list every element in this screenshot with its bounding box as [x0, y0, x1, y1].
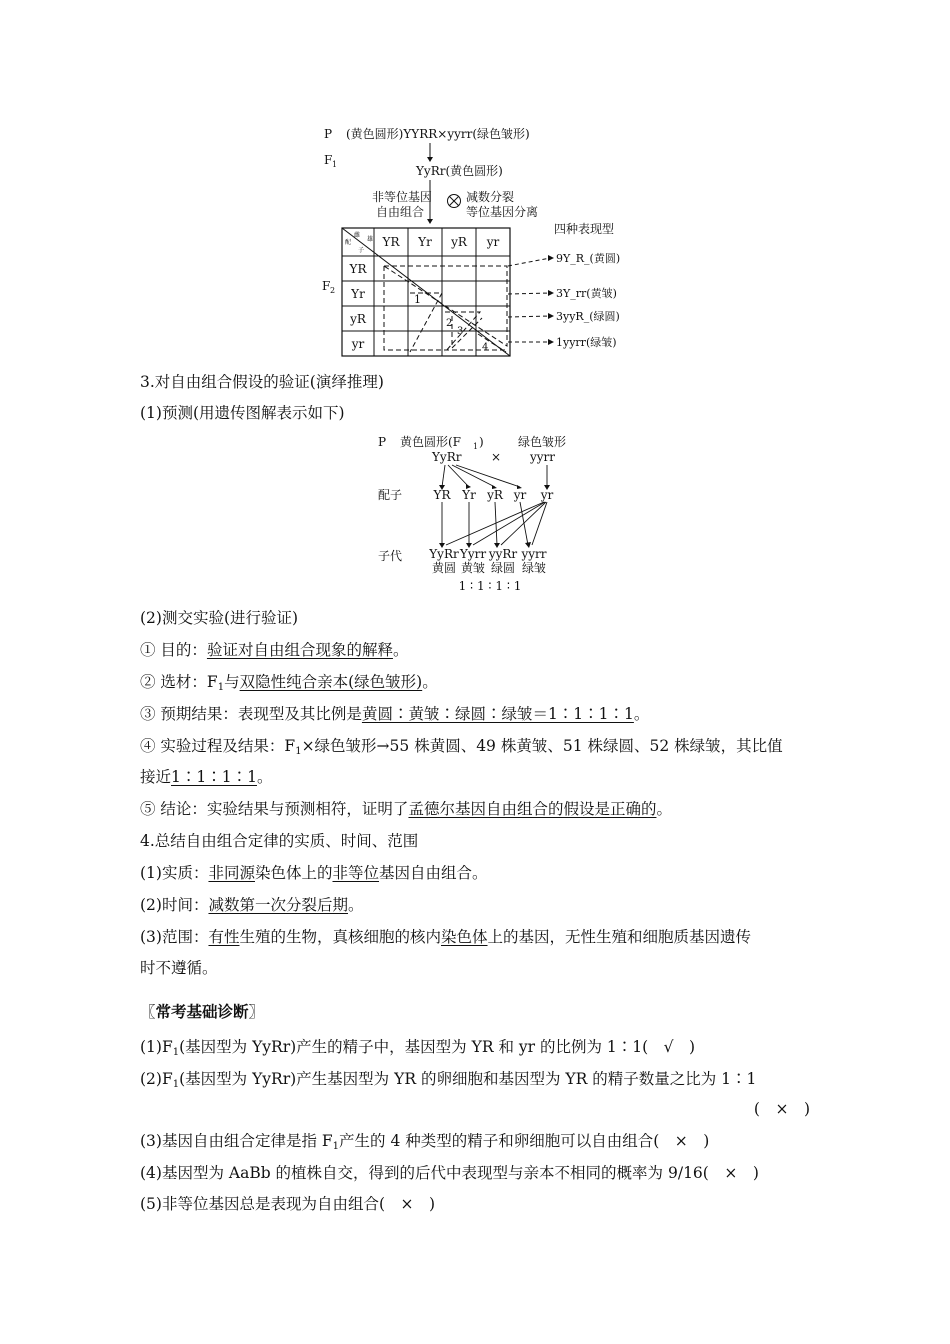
- offspring-genotype: yyrr: [521, 547, 547, 561]
- fig1-f1-label: F: [324, 153, 333, 167]
- fig2-right-parent: 绿色皱形: [518, 435, 567, 449]
- fig1-f2-sub: 2: [330, 286, 336, 295]
- gamete: Yr: [462, 488, 476, 502]
- result-label: 3yyR_(绿圆): [556, 310, 620, 323]
- corner-label-top: 雌: [354, 232, 361, 239]
- fig1-left-note-1: 非等位基因: [372, 190, 433, 204]
- offspring-phenotype: 黄皱: [460, 561, 486, 575]
- corner-label-bottom: 子: [358, 247, 365, 254]
- col-header: yr: [486, 235, 500, 249]
- fig2-p-label: P: [378, 435, 387, 449]
- region-number: 4: [482, 342, 489, 353]
- fig2-left-parent-sub: 1: [473, 442, 479, 451]
- item-5-underlined: 孟德尔基因自由组合的假设是正确的: [408, 800, 657, 818]
- result-label: 9Y_R_(黄圆): [556, 252, 621, 265]
- fig1-right-note-1: 减数分裂: [466, 190, 515, 204]
- item-3-underlined: 黄圆∶黄皱∶绿圆∶绿皱＝1∶1∶1∶1: [361, 705, 634, 723]
- fig1-f1-geno: YyRr(黄色圆形): [416, 164, 503, 178]
- offspring-ratio: 1 ∶ 1 ∶ 1 ∶ 1: [458, 579, 522, 593]
- punnett-square: [342, 228, 510, 356]
- result-label: 3Y_rr(黄皱): [556, 287, 617, 300]
- fig1-f1-sub: 1: [332, 160, 338, 169]
- item-2-underlined: 双隐性纯合亲本(绿色皱形): [239, 673, 423, 691]
- fig1-left-note-2: 自由组合: [376, 205, 425, 219]
- section-3-title: 3.对自由组合假设的验证(演绎推理): [140, 373, 384, 391]
- gamete: yr: [513, 488, 527, 502]
- col-header: Yr: [418, 235, 432, 249]
- question-4: (4)基因型为 AaBb 的植株自交，得到的后代中表现型与亲本不相同的概率为 9/16( × ): [140, 1164, 759, 1182]
- corner-label-right: 雄: [367, 236, 374, 243]
- row-header: yr: [351, 337, 365, 351]
- item-1: ① 目的：验证对自由组合现象的解释。: [140, 641, 409, 659]
- region-number: 1: [414, 293, 421, 306]
- item-5: ⑤ 结论：实验结果与预测相符，证明了孟德尔基因自由组合的假设是正确的。: [140, 800, 672, 818]
- offspring-phenotype: 绿皱: [521, 561, 547, 575]
- gamete-label: 配子: [378, 488, 403, 502]
- row-header: yR: [350, 312, 366, 326]
- section-3-1: (1)预测(用遗传图解表示如下): [140, 404, 345, 422]
- item-1-underlined: 验证对自由组合现象的解释: [206, 641, 393, 659]
- fig1-f2-label: F: [322, 279, 331, 293]
- fig2-cross: ×: [491, 450, 502, 464]
- fig1-p-cross: (黄色圆形)YYRR×yyrr(绿色皱形): [346, 127, 530, 141]
- section-4-3-line-2: 时不遵循。: [140, 959, 218, 977]
- region-number: 2: [446, 318, 453, 329]
- fig2-left-parent-end: ): [479, 435, 484, 449]
- fig1-right-note-2: 等位基因分离: [466, 205, 539, 219]
- test-cross-figure: [370, 432, 590, 597]
- section-3-2: (2)测交实验(进行验证): [140, 609, 299, 627]
- item-4-underlined: 1∶1∶1∶1: [171, 768, 257, 786]
- offspring-genotype: YyRr: [429, 547, 459, 561]
- gamete: YR: [433, 488, 451, 502]
- diagnosis-heading: 〖常考基础诊断〗: [140, 1003, 265, 1021]
- section-4-3: (3)范围：有性生殖的生物，真核细胞的核内染色体上的基因，无性生殖和细胞质基因遗传: [140, 928, 752, 946]
- question-2: $(2)F_1$(基因型为 YyRr)产生基因型为 YR 的卵细胞和基因型为 YR 的精子数量之比为 1∶1: [140, 1070, 757, 1090]
- fig1-four-types: 四种表现型: [554, 222, 615, 236]
- section-4-1: (1)实质：非同源染色体上的非等位基因自由组合。: [140, 864, 488, 882]
- col-header: yR: [451, 235, 467, 249]
- question-3: (3)基因自由组合定律是指 $F_1$产生的 4 种类型的精子和卵细胞可以自由组合( × ): [140, 1132, 710, 1152]
- result-label: 1yyrr(绿皱): [556, 336, 617, 349]
- item-4-line-2: 接近1∶1∶1∶1。: [140, 768, 273, 786]
- question-5: (5)非等位基因总是表现为自由组合( × ): [140, 1195, 436, 1213]
- question-1: $(1)F_1$(基因型为 YyRr)产生的精子中，基因型为 YR 和 yr 的比例为 1∶1( √ ): [140, 1038, 696, 1058]
- section-4-2: (2)时间：减数第一次分裂后期。: [140, 896, 364, 914]
- col-header: YR: [382, 235, 400, 249]
- question-2-answer: ( × ): [753, 1100, 810, 1118]
- gamete-right: yr: [540, 488, 554, 502]
- gamete: yR: [487, 488, 503, 502]
- item-2: ② 选材：$F_1$与双隐性纯合亲本(绿色皱形)。: [140, 673, 438, 693]
- dihybrid-cross-figure: [310, 120, 650, 360]
- fig2-right-geno: yyrr: [530, 450, 556, 464]
- fig2-left-parent: 黄色圆形(F: [400, 435, 462, 449]
- row-header: Yr: [351, 287, 365, 301]
- corner-label-mid: 配: [345, 239, 352, 246]
- offspring-label: 子代: [378, 549, 403, 563]
- item-3: ③ 预期结果：表现型及其比例是黄圆∶黄皱∶绿圆∶绿皱＝1∶1∶1∶1。: [140, 705, 650, 723]
- offspring-phenotype: 黄圆: [431, 561, 457, 575]
- offspring-genotype: yyRr: [488, 547, 518, 561]
- section-4-title: 4.总结自由组合定律的实质、时间、范围: [140, 832, 419, 850]
- item-4: ④ 实验过程及结果：$F_1\times$绿色皱形→55 株黄圆、49 株黄皱、51 株绿圆、52 株绿皱，其比值: [140, 737, 783, 757]
- offspring-phenotype: 绿圆: [490, 561, 516, 575]
- region-number: 3: [457, 326, 464, 337]
- fig1-p-label: P: [324, 127, 333, 141]
- fig2-left-geno: YyRr: [432, 450, 462, 464]
- offspring-genotype: Yyrr: [459, 547, 487, 561]
- row-header: YR: [349, 262, 367, 276]
